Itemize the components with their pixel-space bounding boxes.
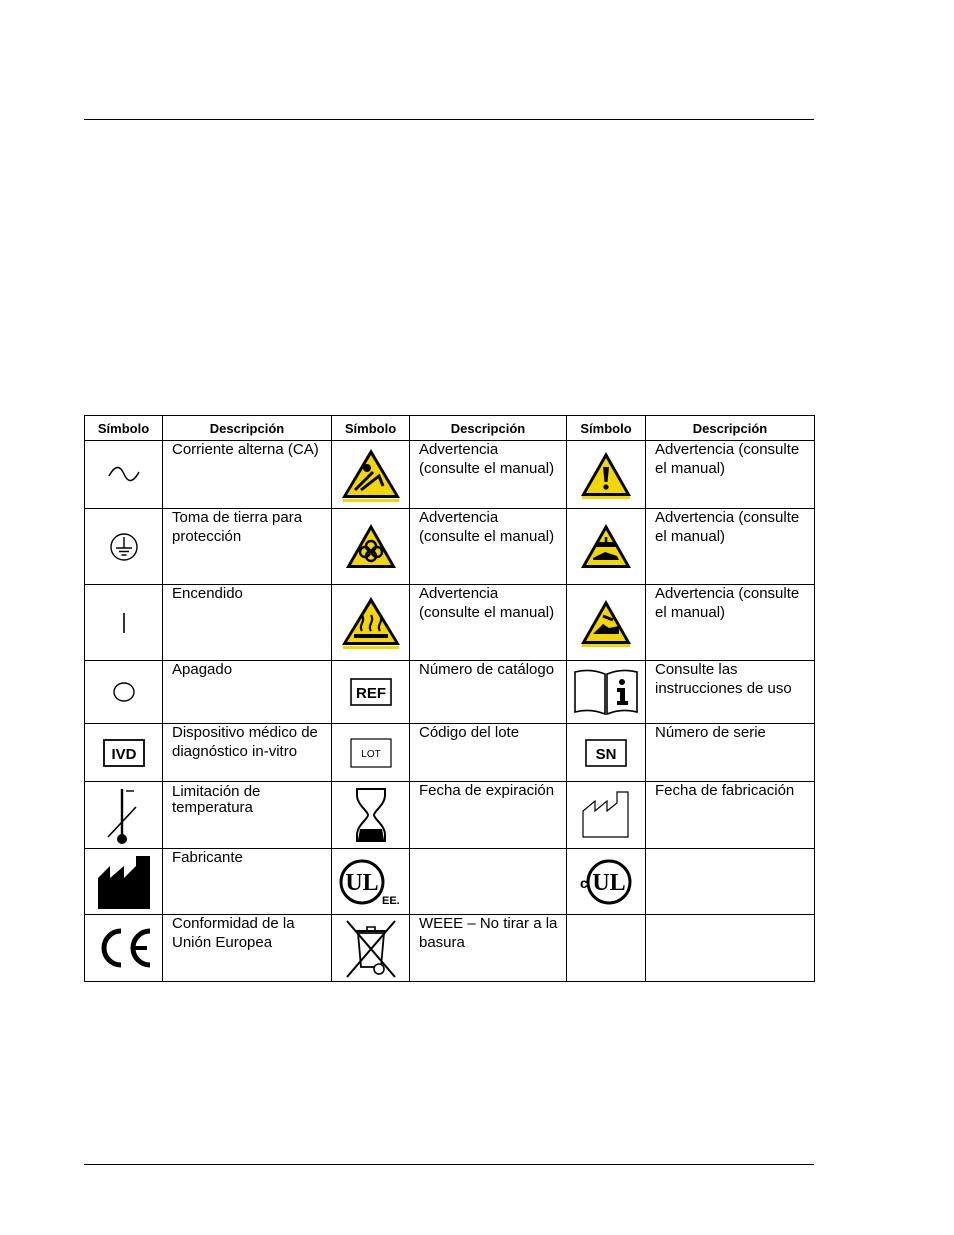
empty-symbol-cell bbox=[567, 915, 646, 982]
svg-text:c: c bbox=[580, 874, 588, 891]
table-row bbox=[85, 661, 815, 724]
weee-icon bbox=[343, 917, 399, 979]
description-cell: WEEE – No tirar a la basura bbox=[410, 915, 567, 982]
ref-catalog-icon bbox=[350, 678, 392, 706]
description-cell bbox=[646, 915, 815, 982]
svg-text:UL: UL bbox=[592, 869, 626, 896]
description-cell: Fabricante bbox=[163, 849, 332, 915]
bottom-rule bbox=[84, 1164, 814, 1165]
table-row bbox=[85, 724, 815, 782]
header-symbol-2: Símbolo bbox=[332, 416, 410, 441]
description-cell: Advertencia (consulte el manual) bbox=[646, 441, 815, 509]
description-cell: Encendido bbox=[163, 585, 332, 661]
description-cell: Código del lote bbox=[410, 724, 567, 782]
table-row bbox=[85, 915, 815, 982]
serial-number-icon bbox=[585, 739, 627, 767]
description-cell: Advertencia (consulte el manual) bbox=[410, 585, 567, 661]
description-cell: Toma de tierra para protección bbox=[163, 509, 332, 585]
svg-text:SN: SN bbox=[595, 745, 617, 763]
description-cell bbox=[646, 849, 815, 915]
alternating-current-icon bbox=[107, 465, 141, 483]
table-row bbox=[85, 509, 815, 585]
symbols-table bbox=[84, 415, 815, 982]
ivd-icon bbox=[103, 739, 145, 767]
hourglass-expiry-icon bbox=[354, 787, 388, 843]
manufacturer-icon bbox=[96, 854, 152, 910]
description-cell: Dispositivo médico de diagnóstico in-vitro bbox=[163, 724, 332, 782]
description-cell: Limitación de temperatura bbox=[163, 782, 332, 849]
hot-surface-warning-icon bbox=[340, 595, 402, 651]
description-cell: Advertencia (consulte el manual) bbox=[410, 441, 567, 509]
description-cell: Fecha de fabricación bbox=[646, 782, 815, 849]
table-row bbox=[85, 782, 815, 849]
cul-listing-icon bbox=[578, 857, 634, 907]
header-symbol-3: Símbolo bbox=[567, 416, 646, 441]
description-cell: Corriente alterna (CA) bbox=[163, 441, 332, 509]
description-cell: Advertencia (consulte el manual) bbox=[410, 509, 567, 585]
table-header-row bbox=[85, 416, 815, 441]
ul-us-listing-icon bbox=[338, 856, 404, 908]
description-cell: Fecha de expiración bbox=[410, 782, 567, 849]
top-rule bbox=[84, 119, 814, 120]
header-description-2: Descripción bbox=[410, 416, 567, 441]
header-description-3: Descripción bbox=[646, 416, 815, 441]
table-row bbox=[85, 849, 815, 915]
header-description-1: Descripción bbox=[163, 416, 332, 441]
crush-hazard-warning-icon bbox=[579, 522, 633, 572]
lot-code-icon bbox=[350, 738, 392, 768]
ce-mark-icon bbox=[95, 926, 153, 970]
hand-crush-warning-icon bbox=[579, 598, 633, 648]
svg-text:LOT: LOT bbox=[360, 748, 381, 760]
temperature-limit-icon bbox=[104, 783, 144, 847]
power-on-icon bbox=[121, 611, 127, 635]
svg-text:IVD: IVD bbox=[110, 745, 137, 763]
description-cell: Número de catálogo bbox=[410, 661, 567, 724]
manufacture-date-icon bbox=[580, 789, 632, 841]
biohazard-warning-icon bbox=[344, 522, 398, 572]
description-cell: Número de serie bbox=[646, 724, 815, 782]
general-warning-icon bbox=[579, 450, 633, 500]
pinch-hazard-warning-icon bbox=[339, 446, 403, 504]
table-row bbox=[85, 441, 815, 509]
description-cell: Advertencia (consulte el manual) bbox=[646, 585, 815, 661]
description-cell: Consulte las instrucciones de uso bbox=[646, 661, 815, 724]
power-off-icon bbox=[112, 681, 136, 703]
description-cell bbox=[410, 849, 567, 915]
svg-text:UL: UL bbox=[344, 869, 379, 896]
svg-text:EE.: EE. bbox=[381, 894, 400, 907]
header-symbol-1: Símbolo bbox=[85, 416, 163, 441]
description-cell: Apagado bbox=[163, 661, 332, 724]
protective-earth-icon bbox=[109, 532, 139, 562]
svg-text:REF: REF bbox=[355, 685, 386, 702]
table-row bbox=[85, 585, 815, 661]
consult-instructions-icon bbox=[573, 668, 639, 716]
description-cell: Advertencia (consulte el manual) bbox=[646, 509, 815, 585]
description-cell: Conformidad de la Unión Europea bbox=[163, 915, 332, 982]
